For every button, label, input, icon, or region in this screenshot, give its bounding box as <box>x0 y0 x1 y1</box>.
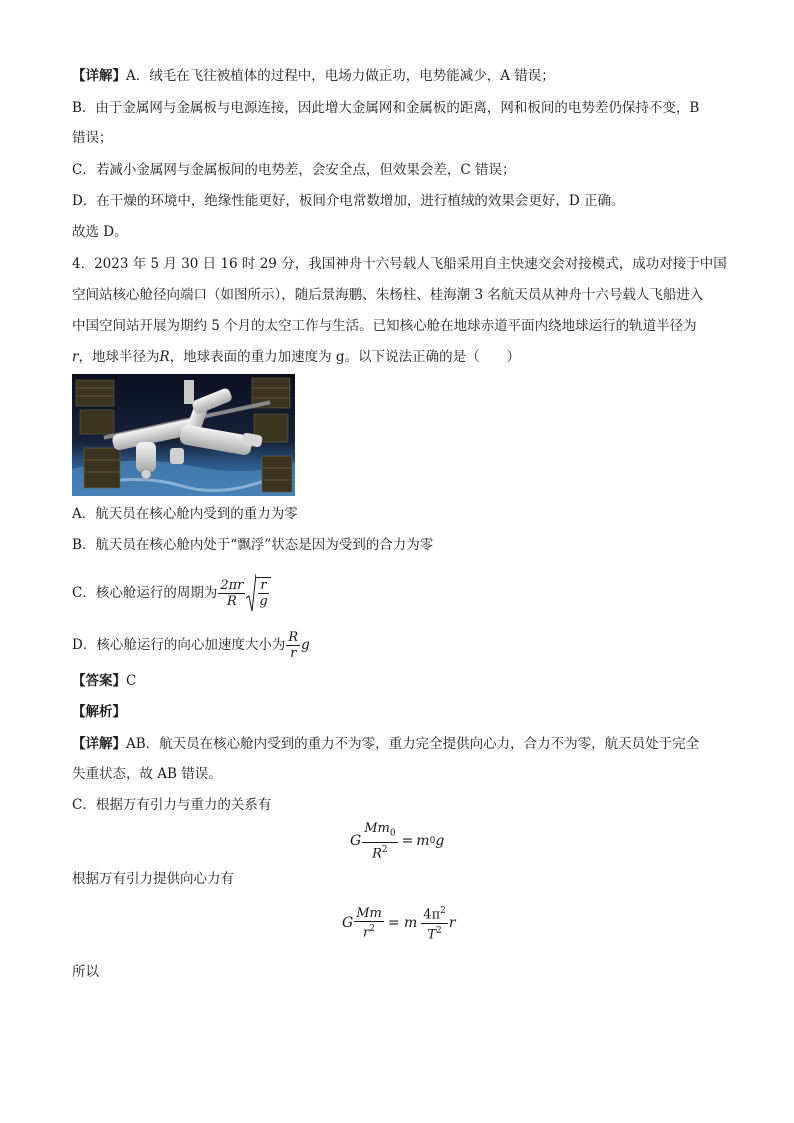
space-station-image <box>72 374 295 496</box>
answer-value: C <box>126 673 137 689</box>
detail-line-a <box>72 66 732 86</box>
analysis-tag: 【解析】 <box>72 704 126 720</box>
option-b: B．航天员在核心舱内处于“飘浮”状态是因为受到的合力为零 <box>72 537 434 553</box>
detail-c-line: C．根据万有引力与重力的关系有 <box>72 797 272 813</box>
option-c: C．核心舱运行的周期为 $\frac{2\pi r}{R}$ r g <box>72 572 732 614</box>
answer-tag: 【答案】 <box>72 673 126 689</box>
option-d: D．核心舱运行的向心加速度大小为 $\frac{R}{r}$ g <box>72 629 310 661</box>
space-station-illustration <box>72 374 295 496</box>
detail-ab-line-1: 【详解】AB．航天员在核心舱内受到的重力不为零，重力完全提供向心力，合力不为零，航天员处于完全 <box>72 736 700 752</box>
detail-tag: 【详解】 <box>72 68 126 84</box>
detail-line-b-cont: 错误； <box>72 130 113 146</box>
analysis-line <box>72 702 732 722</box>
detail-line-d: D．在干燥的环境中，绝缘性能更好，板间介电常数增加，进行植绒的效果会更好，D 正确。 <box>72 193 625 209</box>
equation-2: G $\frac{Mm}{r^2}$ = m $\frac{4\pi^2}{T^2}$ r <box>342 905 456 942</box>
detail-tag-2: 【详解】 <box>72 736 126 752</box>
equation-1: G $\frac{Mm_0}{R^2}$ = m 0 g <box>350 821 445 861</box>
centripetal-line: 根据万有引力提供向心力有 <box>72 871 234 887</box>
option-a: A．航天员在核心舱内受到的重力为零 <box>72 506 298 522</box>
sqrt-expression: r g <box>246 574 270 612</box>
therefore-line: 所以 <box>72 964 99 980</box>
question-4-line-1: 4．2023 年 5 月 30 日 16 时 29 分，我国神舟十六号载人飞船采用自主快速交会对接模式，成功对接于中国 <box>72 256 727 272</box>
period-fraction: $\frac{2\pi r}{R}$ <box>220 577 244 609</box>
radical-sign <box>246 574 256 612</box>
question-4-line-2: 空间站核心舱径向端口（如图所示），随后景海鹏、朱杨柱、桂海潮 3 名航天员从神舟十六号载人飞船进入 <box>72 287 704 303</box>
question-4-line-4: r，地球半径为R，地球表面的重力加速度为 g。以下说法正确的是（ ） <box>72 349 521 365</box>
detail-line-b: B．由于金属网与金属板与电源连接，因此增大金属网和金属板的距离，网和板间的电势差仍保持不变，B <box>72 100 700 116</box>
option-a-explanation: A．绒毛在飞往被植体的过程中，电场力做正功，电势能减少，A 错误； <box>126 68 555 84</box>
question-4-line-3: 中国空间站开展为期约 5 个月的太空工作与生活。已知核心舱在地球赤道平面内绕地球运行的轨道半径为 <box>72 318 697 334</box>
choose-line: 故选 D。 <box>72 224 128 240</box>
acceleration-fraction: $\frac{R}{r}$ <box>288 629 299 661</box>
answer-line <box>72 671 732 691</box>
detail-line-c: C．若减小金属网与金属板间的电势差，会安全点，但效果会差，C 错误； <box>72 162 516 178</box>
detail-ab-line-2: 失重状态，故 AB 错误。 <box>72 766 222 782</box>
